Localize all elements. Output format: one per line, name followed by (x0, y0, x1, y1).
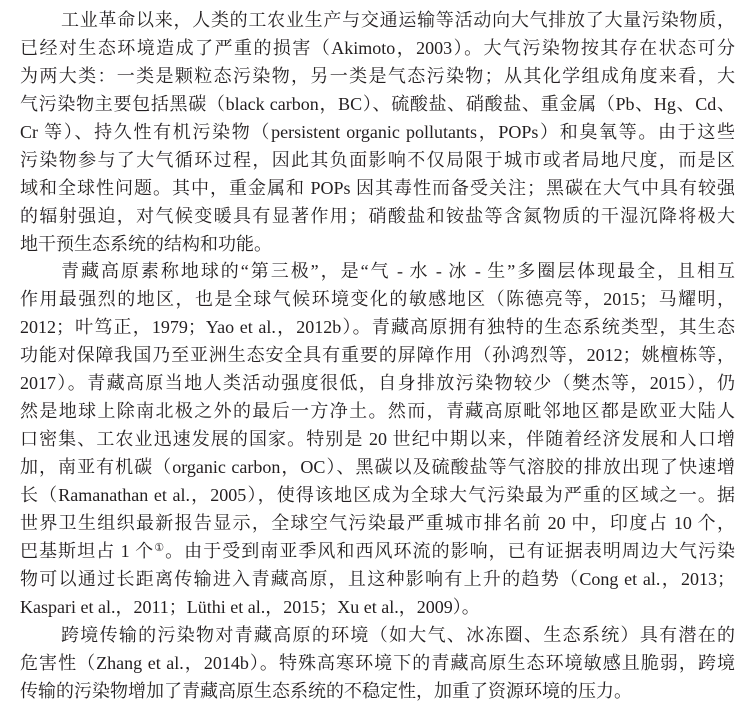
text-line: 危害性（Zhang et al.，2014b）。特殊高寒环境下的青藏高原生态环境敏感且脆弱，跨境 (20, 652, 735, 673)
text-line: 为两大类：一类是颗粒态污染物，另一类是气态污染物；从其化学组成角度来看，大 (20, 65, 735, 86)
text-line: 气污染物主要包括黑碳（black carbon，BC）、硫酸盐、硝酸盐、重金属（Pb、Hg、Cd、 (20, 93, 735, 114)
text-line: 作用最强烈的地区，也是全球气候环境变化的敏感地区（陈德亮等，2015；马耀明， (20, 289, 735, 310)
paragraph (0, 625, 754, 702)
text-line: 已经对生态环境造成了严重的损害（Akimoto，2003）。大气污染物按其存在状态可分 (20, 37, 735, 58)
text-line: 然是地球上除南北极之外的最后一方净土。然而，青藏高原毗邻地区都是欧亚大陆人 (20, 401, 735, 422)
text-line: 口密集、工农业迅速发展的国家。特别是 20 世纪中期以来，伴随着经济发展和人口增 (20, 429, 735, 450)
text-line: 加，南亚有机碳（organic carbon，OC）、黑碳以及硫酸盐等气溶胶的排放出现了快速增 (20, 457, 735, 477)
paragraph (0, 261, 754, 617)
text-line: 长（Ramanathan et al.，2005），使得该地区成为全球大气污染最为严重的区域之一。据 (20, 484, 735, 505)
text-line: Kaspari et al.，2011；Lüthi et al.，2015；Xu et al.，2009）。 (20, 596, 480, 617)
text-line: 2017）。青藏高原当地人类活动强度很低，自身排放污染物较少（樊杰等，2015），仍 (20, 373, 735, 394)
text-line: 传输的污染物增加了青藏高原生态系统的不稳定性，加重了资源环境的压力。 (20, 680, 632, 701)
text-line: 功能对保障我国乃至亚洲生态安全具有重要的屏障作用（孙鸿烈等，2012；姚檀栋等， (20, 345, 735, 366)
text-line: 工业革命以来，人类的工农业生产与交通运输等活动向大气排放了大量污染物质， (61, 10, 735, 30)
text-line: 污染物参与了大气循环过程，因此其负面影响不仅局限于城市或者局地尺度，而是区 (20, 149, 735, 170)
text-line: 的辐射强迫，对气候变暖具有显著作用；硝酸盐和铵盐等含氮物质的干湿沉降将极大 (20, 205, 735, 226)
text-line: 2012；叶笃正，1979；Yao et al.，2012b）。青藏高原拥有独特的生态系统类型，其生态 (20, 317, 735, 338)
text-segment: 。由于受到南亚季风和西风环流的影响，已有证据表明周边大气污染 (165, 540, 735, 561)
text-line: 青藏高原素称地球的“第三极”，是“气 - 水 - 冰 - 生”多圈层体现最全，且相互 (61, 261, 735, 282)
paragraph (0, 10, 754, 255)
text-line: 物可以通过长距离传输进入青藏高原，且这种影响有上升的趋势（Cong et al.，2013； (20, 568, 735, 589)
text-line: 地干预生态系统的结构和功能。 (20, 233, 272, 254)
text-line: 世界卫生组织最新报告显示，全球空气污染最严重城市排名前 20 中，印度占 10 个， (20, 512, 735, 533)
text-line (20, 541, 735, 562)
text-line: 跨境传输的污染物对青藏高原的环境（如大气、冰冻圈、生态系统）具有潜在的 (61, 624, 735, 645)
text-line: Cr 等）、持久性有机污染物（persistent organic pollutants，POPs）和臭氧等。由于这些 (20, 121, 735, 142)
text-segment: 巴基斯坦占 1 个 (20, 540, 155, 561)
text-line: 域和全球性问题。其中，重金属和 POPs 因其毒性而备受关注；黑碳在大气中具有较强 (20, 177, 735, 198)
footnote-marker: ① (154, 541, 166, 554)
